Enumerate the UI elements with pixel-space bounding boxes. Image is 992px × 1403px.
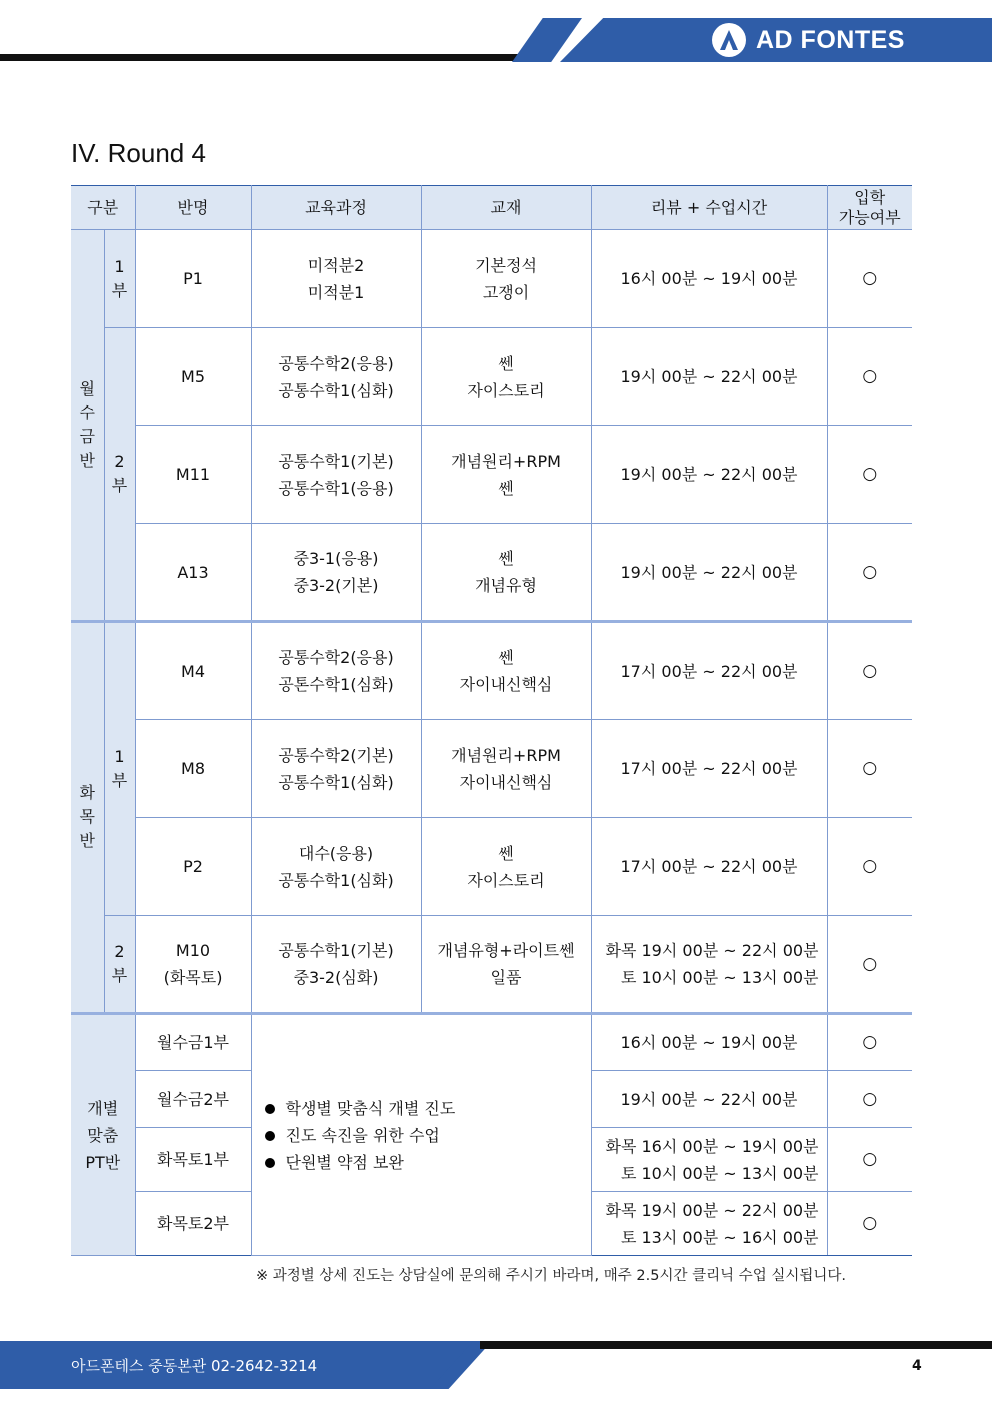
time-cell: 19시 00분 ~ 22시 00분 xyxy=(591,426,827,524)
availability-cell: ○ xyxy=(827,1192,912,1256)
time-cell: 화목 19시 00분 ~ 22시 00분 토 13시 00분 ~ 16시 00분 xyxy=(591,1192,827,1256)
page-title: IV. Round 4 xyxy=(71,138,206,168)
list-item: 단원별 약점 보완 xyxy=(258,1149,591,1176)
availability-cell: ○ xyxy=(827,524,912,622)
table-row xyxy=(71,818,912,916)
book-cell: 개념유형+라이트쎈 일품 xyxy=(421,916,591,1014)
header-group: 구분 xyxy=(71,186,135,230)
table-row xyxy=(71,720,912,818)
class-cell: M4 xyxy=(135,622,251,720)
availability-cell: ○ xyxy=(827,916,912,1014)
class-cell: P2 xyxy=(135,818,251,916)
footnote: ※ 과정별 상세 진도는 상담실에 문의해 주시기 바라며, 매주 2.5시간 클리닉 수업 실시됩니다. xyxy=(256,1268,846,1284)
group-cell-pt: 개별 맞춤 PT반 xyxy=(71,1014,135,1256)
table-row xyxy=(71,426,912,524)
class-cell: M8 xyxy=(135,720,251,818)
class-cell: M10 (화목토) xyxy=(135,916,251,1014)
schedule-table xyxy=(71,185,912,1256)
availability-cell: ○ xyxy=(827,720,912,818)
part-cell-2: 2부 xyxy=(104,916,135,1014)
pt-description xyxy=(251,1014,591,1256)
header-availability: 입학 가능여부 xyxy=(827,186,912,230)
availability-cell: ○ xyxy=(827,1128,912,1192)
footer-black-line xyxy=(480,1341,992,1349)
class-cell: M5 xyxy=(135,328,251,426)
class-cell: M11 xyxy=(135,426,251,524)
availability-cell: ○ xyxy=(827,1071,912,1128)
list-item: 학생별 맞춤식 개별 진도 xyxy=(258,1095,591,1122)
time-cell: 17시 00분 ~ 22시 00분 xyxy=(591,720,827,818)
book-cell: 쎈 자이내신핵심 xyxy=(421,622,591,720)
class-cell: 월수금2부 xyxy=(135,1071,251,1128)
header-curriculum: 교육과정 xyxy=(251,186,421,230)
availability-cell: ○ xyxy=(827,1014,912,1071)
table-row xyxy=(71,1014,912,1071)
class-cell: P1 xyxy=(135,230,251,328)
class-cell: 월수금1부 xyxy=(135,1014,251,1071)
availability-cell: ○ xyxy=(827,426,912,524)
book-cell: 쎈 자이스토리 xyxy=(421,328,591,426)
time-cell: 17시 00분 ~ 22시 00분 xyxy=(591,622,827,720)
time-cell: 19시 00분 ~ 22시 00분 xyxy=(591,524,827,622)
curriculum-cell: 중3-1(응용) 중3-2(기본) xyxy=(251,524,421,622)
class-cell: A13 xyxy=(135,524,251,622)
table-row xyxy=(71,328,912,426)
header-time: 리뷰 + 수업시간 xyxy=(591,186,827,230)
logo-a-icon xyxy=(712,23,746,57)
class-cell: 화목토1부 xyxy=(135,1128,251,1192)
time-cell: 화목 16시 00분 ~ 19시 00분 토 10시 00분 ~ 13시 00분 xyxy=(591,1128,827,1192)
availability-cell: ○ xyxy=(827,230,912,328)
class-cell: 화목토2부 xyxy=(135,1192,251,1256)
group-cell-mwf: 월수금반 xyxy=(71,230,104,622)
time-cell: 17시 00분 ~ 22시 00분 xyxy=(591,818,827,916)
availability-cell: ○ xyxy=(827,818,912,916)
curriculum-cell: 미적분2 미적분1 xyxy=(251,230,421,328)
curriculum-cell: 공통수학2(기본) 공통수학1(심화) xyxy=(251,720,421,818)
brand-name: AD FONTES xyxy=(756,25,905,54)
time-cell: 16시 00분 ~ 19시 00분 xyxy=(591,230,827,328)
header-class: 반명 xyxy=(135,186,251,230)
footer-contact: 아드폰테스 중동본관 02-2642-3214 xyxy=(71,1357,318,1375)
book-cell: 개념원리+RPM 자이내신핵심 xyxy=(421,720,591,818)
list-item: 진도 속진을 위한 수업 xyxy=(258,1122,591,1149)
table-row xyxy=(71,230,912,328)
part-cell-2: 2부 xyxy=(104,328,135,622)
curriculum-cell: 공통수학2(응용) 공통수학1(심화) xyxy=(251,328,421,426)
curriculum-cell: 공통수학1(기본) 공통수학1(응용) xyxy=(251,426,421,524)
book-cell: 쎈 개념유형 xyxy=(421,524,591,622)
brand-logo xyxy=(712,23,905,57)
availability-cell: ○ xyxy=(827,328,912,426)
book-cell: 기본정석 고쟁이 xyxy=(421,230,591,328)
page-number: 4 xyxy=(912,1358,922,1374)
group-cell-tt: 화목반 xyxy=(71,622,104,1014)
part-cell-1: 1부 xyxy=(104,622,135,916)
header-black-line xyxy=(0,54,540,61)
curriculum-cell: 공통수학1(기본) 중3-2(심화) xyxy=(251,916,421,1014)
availability-cell: ○ xyxy=(827,622,912,720)
time-cell: 19시 00분 ~ 22시 00분 xyxy=(591,328,827,426)
curriculum-cell: 공통수학2(응용) 공톤수학1(심화) xyxy=(251,622,421,720)
time-cell: 19시 00분 ~ 22시 00분 xyxy=(591,1071,827,1128)
book-cell: 개념원리+RPM 쎈 xyxy=(421,426,591,524)
curriculum-cell: 대수(응용) 공통수학1(심화) xyxy=(251,818,421,916)
table-header-row xyxy=(71,186,912,230)
part-cell-1: 1부 xyxy=(104,230,135,328)
time-cell: 화목 19시 00분 ~ 22시 00분 토 10시 00분 ~ 13시 00분 xyxy=(591,916,827,1014)
header-book: 교재 xyxy=(421,186,591,230)
book-cell: 쎈 자이스토리 xyxy=(421,818,591,916)
table-row xyxy=(71,916,912,1014)
table-row xyxy=(71,524,912,622)
time-cell: 16시 00분 ~ 19시 00분 xyxy=(591,1014,827,1071)
table-row xyxy=(71,622,912,720)
